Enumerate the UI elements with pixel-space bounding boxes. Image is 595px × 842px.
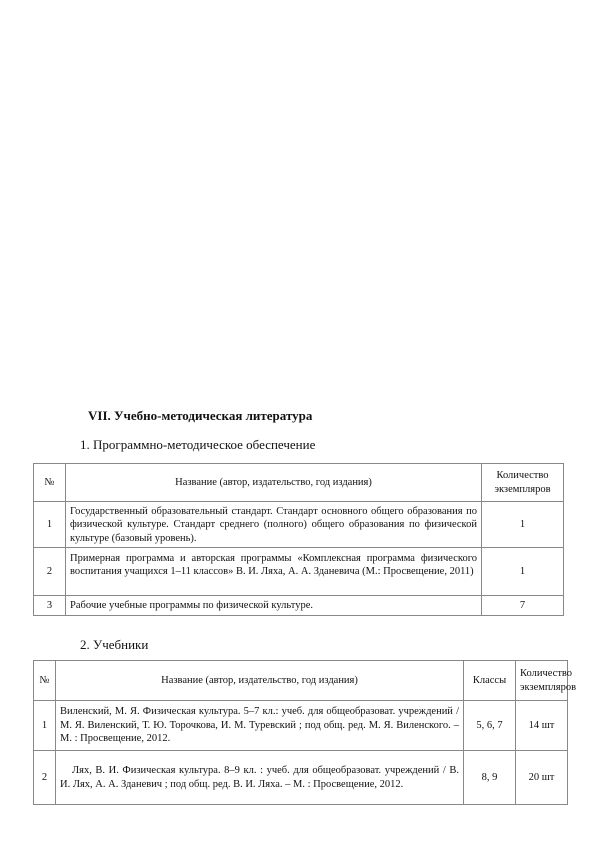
section-title-textbooks: 2. Учебники — [80, 637, 149, 652]
table-row — [34, 502, 564, 548]
row-title-cell — [66, 548, 482, 596]
table-row — [34, 751, 568, 805]
header-number: № — [34, 464, 66, 502]
row-title: Рабочие учебные программы по физической культуре. — [70, 599, 314, 611]
row-title: Виленский, М. Я. Физическая культура. 5–7 кл.: учеб. для общеобразоват. учреждений / М. Я. Виленский, Т. Ю. Торочкова, И. М. Туревский ; под общ. ред. М. Я. Виленского. – М. : Просвещение, 2012. — [56, 701, 464, 751]
row-title: Лях, В. И. Физическая культура. 8–9 кл. : учеб. для общеобразоват. учреждений / В. И. Лях, А. А. Зданевич ; под общ. ред. В. И. Ляха. – М. : Просвещение, 2012. — [56, 751, 464, 805]
row-number: 3 — [34, 596, 66, 616]
row-number: 1 — [34, 502, 66, 548]
table-header-row — [34, 661, 568, 701]
row-title: Государственный образовательный стандарт. Стандарт основного общего образования по физической культуре. Стандарт среднего (полного) общего образования по физической культуре (базовый уровень). — [70, 505, 477, 544]
table-row — [34, 701, 568, 751]
row-quantity: 7 — [482, 596, 564, 616]
row-title-cell — [66, 596, 482, 616]
section-title-program: 1. Программно-методическое обеспечение — [80, 437, 316, 452]
row-number: 2 — [34, 548, 66, 596]
row-number: 1 — [34, 701, 56, 751]
row-title-cell — [66, 502, 482, 548]
header-quantity: Количество экземпляров — [516, 661, 568, 701]
header-title: Название (автор, издательство, год издания) — [66, 464, 482, 502]
row-grades: 5, 6, 7 — [464, 701, 516, 751]
table-row — [34, 548, 564, 596]
row-title: Примерная программа и авторская программы «Комплексная программа физического воспитания учащихся 1–11 классов» В. И. Ляха, А. А. Зданевича (М.: Просвещение, 2011) — [70, 552, 477, 577]
header-quantity: Количество экземпляров — [482, 464, 564, 502]
row-number: 2 — [34, 751, 56, 805]
row-quantity: 14 шт — [516, 701, 568, 751]
header-number: № — [34, 661, 56, 701]
table-header-row — [34, 464, 564, 502]
textbooks-table — [33, 660, 577, 805]
header-title: Название (автор, издательство, год издания) — [56, 661, 464, 701]
row-quantity: 1 — [482, 502, 564, 548]
header-grades: Классы — [464, 661, 516, 701]
row-quantity: 1 — [482, 548, 564, 596]
row-quantity: 20 шт — [516, 751, 568, 805]
program-materials-table — [33, 463, 564, 616]
page-title: VII. Учебно-методическая литература — [88, 408, 313, 423]
row-grades: 8, 9 — [464, 751, 516, 805]
table-row — [34, 596, 564, 616]
